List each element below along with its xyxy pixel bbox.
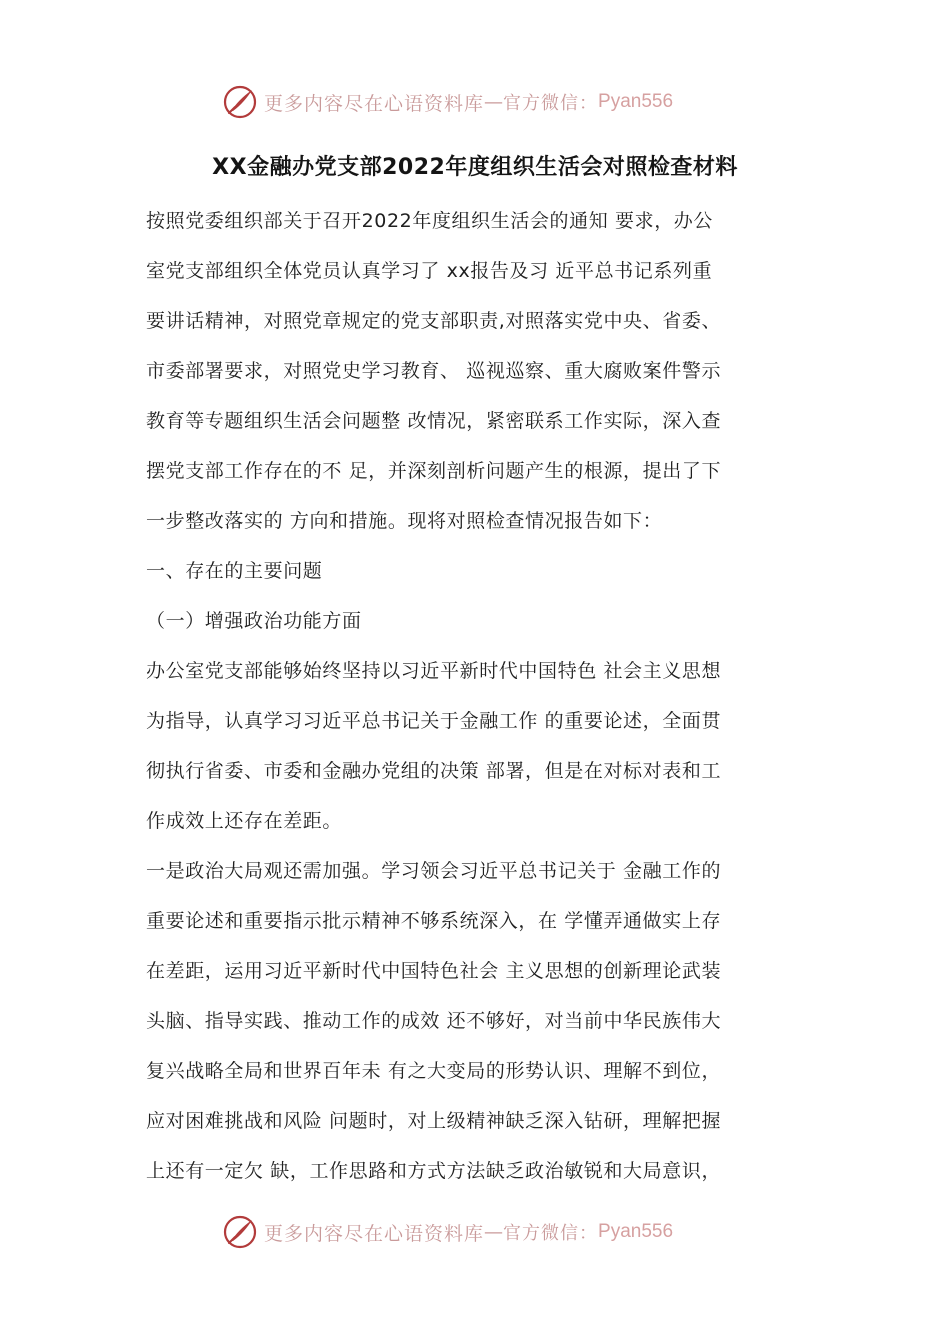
- body-line: 摆党支部工作存在的不 足，并深刻剖析问题产生的根源，提出了下: [146, 460, 722, 482]
- body-line: 一步整改落实的 方向和措施。现将对照检查情况报告如下：: [146, 510, 663, 532]
- body-line: 市委部署要求，对照党史学习教育、 巡视巡察、重大腐败案件警示: [146, 360, 722, 382]
- document-title: XX金融办党支部2022年度组织生活会对照检查材料: [212, 155, 738, 180]
- body-line: 办公室党支部能够始终坚持以习近平新时代中国特色 社会主义思想: [146, 660, 722, 682]
- body-line: 为指导，认真学习习近平总书记关于金融工作 的重要论述，全面贯: [146, 710, 722, 732]
- quill-logo-icon: [222, 1214, 258, 1250]
- watermark-text: 更多内容尽在心语资料库: [264, 1222, 485, 1245]
- body-line: 要讲话精神，对照党章规定的党支部职责,对照落实党中央、省委、: [146, 310, 722, 332]
- body-line: 教育等专题组织生活会问题整 改情况，紧密联系工作实际，深入查: [146, 410, 722, 432]
- body-line: 室党支部组织全体党员认真学习了 xx报告及习 近平总书记系列重: [146, 260, 713, 282]
- watermark-wechat-label: 官方微信：: [503, 93, 599, 114]
- body-line: 在差距，运用习近平新时代中国特色社会 主义思想的创新理论武装: [146, 960, 722, 982]
- watermark-wechat-label: 官方微信：: [503, 1223, 599, 1244]
- body-line: 重要论述和重要指示批示精神不够系统深入，在 学懂弄通做实上存: [146, 910, 722, 932]
- watermark-wechat-id: Pyan556: [598, 1221, 674, 1242]
- watermark-wechat-id: Pyan556: [598, 91, 674, 112]
- section-heading: 一、存在的主要问题: [146, 560, 323, 582]
- watermark-dash: —: [484, 1221, 504, 1243]
- body-line: 上还有一定欠 缺，工作思路和方式方法缺乏政治敏锐和大局意识，: [146, 1160, 722, 1182]
- document-body: [146, 196, 810, 1196]
- body-line: 一是政治大局观还需加强。学习领会习近平总书记关于 金融工作的: [146, 860, 722, 882]
- body-line: 应对困难挑战和风险 问题时，对上级精神缺乏深入钻研，理解把握: [146, 1110, 722, 1132]
- body-line: 头脑、指导实践、推动工作的成效 还不够好，对当前中华民族伟大: [146, 1010, 722, 1032]
- body-line: 按照党委组织部关于召开2022年度组织生活会的通知 要求，办公: [146, 210, 713, 232]
- body-line: 彻执行省委、市委和金融办党组的决策 部署，但是在对标对表和工: [146, 760, 722, 782]
- watermark-banner-top: [222, 82, 742, 122]
- watermark-text: 更多内容尽在心语资料库: [264, 92, 485, 115]
- watermark-dash: —: [484, 91, 504, 113]
- quill-logo-icon: [222, 84, 258, 120]
- watermark-banner-bottom: [222, 1212, 742, 1252]
- body-line: 复兴战略全局和世界百年未 有之大变局的形势认识、理解不到位，: [146, 1060, 722, 1082]
- body-line: 作成效上还存在差距。: [146, 810, 343, 832]
- subsection-heading: （一）增强政治功能方面: [146, 610, 362, 632]
